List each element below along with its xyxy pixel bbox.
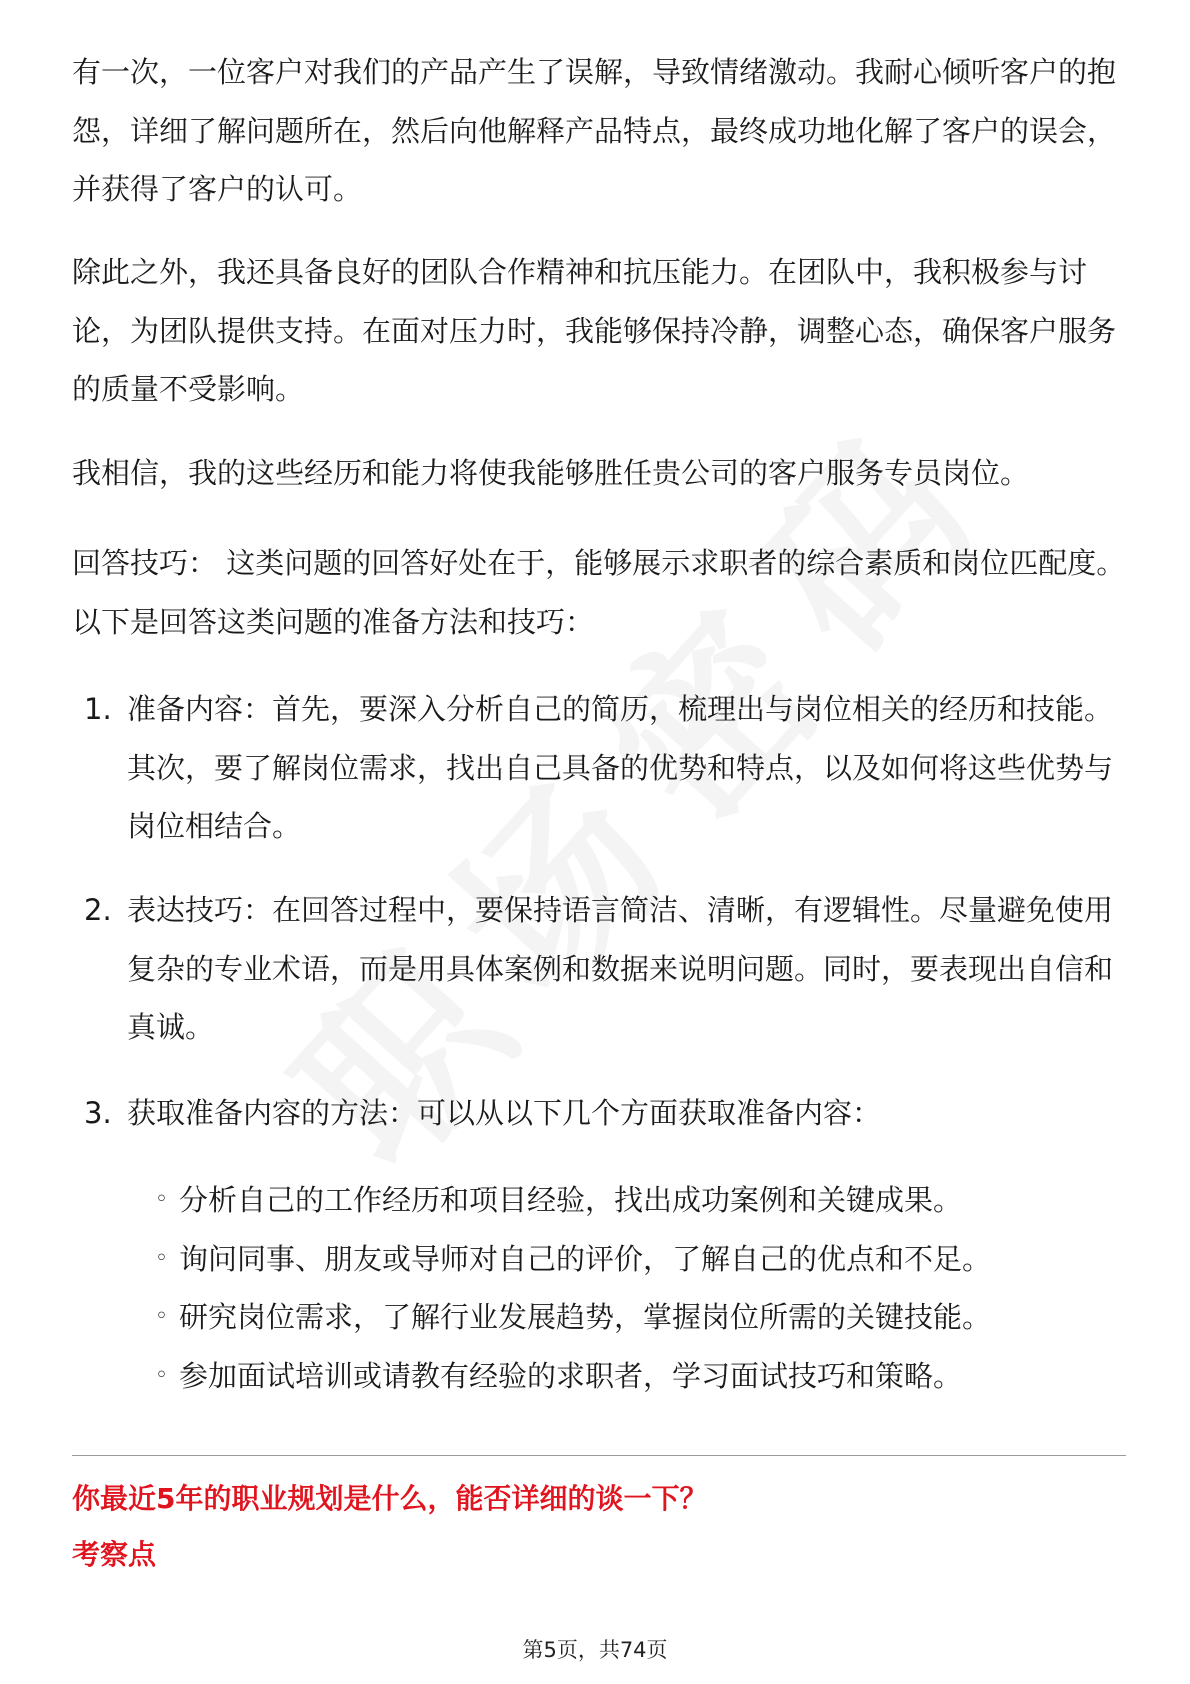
paragraph-line: 除此之外，我还具备良好的团队合作精神和抗压能力。在团队中，我积极参与讨 [72, 255, 1088, 289]
paragraph-line: 有一次，一位客户对我们的产品产生了误解，导致情绪激动。我耐心倾听客户的抱 [72, 55, 1117, 89]
list-item-line: 岗位相结合。 [127, 809, 302, 843]
sub-list-item [0, 1171, 1190, 1230]
question-title: 你最近5年的职业规划是什么，能否详细的谈一下？ [72, 1482, 708, 1515]
paragraph-line: 我相信，我的这些经历和能力将使我能够胜任贵公司的客户服务专员岗位。 [72, 456, 1030, 490]
paragraph-conclusion [72, 444, 1132, 503]
hollow-bullet-icon: ◦ [155, 1304, 168, 1329]
paragraph-line: 以下是回答这类问题的准备方法和技巧： [72, 604, 595, 639]
list-item-line: 复杂的专业术语，而是用具体案例和数据来说明问题。同时，要表现出自信和 [127, 951, 1114, 986]
paragraph-line: 回答技巧： 这类问题的回答好处在于，能够展示求职者的综合素质和岗位匹配度。 [72, 546, 1126, 580]
section-divider [72, 1455, 1126, 1456]
hollow-bullet-icon: ◦ [155, 1362, 168, 1388]
paragraph-line: 怨，详细了解问题所在，然后向他解释产品特点，最终成功地化解了客户的误会， [72, 113, 1117, 148]
sub-list-item [0, 1288, 1190, 1347]
list-item-line: 真诚。 [127, 1010, 215, 1044]
list-number: 1. [84, 692, 112, 726]
list-item-line: 准备内容：首先，要深入分析自己的简历，梳理出与岗位相关的经历和技能。 [127, 692, 1114, 726]
list-number: 3. [84, 1096, 112, 1130]
sub-list-item [0, 1347, 1190, 1406]
list-item-text [127, 881, 1127, 1057]
paragraph-teamwork [72, 243, 1132, 419]
sub-list-item-text: 分析自己的工作经历和项目经验，找出成功案例和关键成果。 [179, 1183, 963, 1217]
page-number: 第5页，共74页 [522, 1638, 668, 1662]
list-item-text [127, 680, 1127, 856]
sub-list-item-text: 参加面试培训或请教有经验的求职者，学习面试技巧和策略。 [179, 1358, 963, 1393]
paragraph-customer-story [72, 43, 1132, 219]
paragraph-line: 论，为团队提供支持。在面对压力时，我能够保持冷静，调整心态，确保客户服务 [72, 313, 1117, 348]
list-item-line: 其次，要了解岗位需求，找出自己具备的优势和特点，以及如何将这些优势与 [127, 750, 1114, 785]
sub-list-item-text: 研究岗位需求，了解行业发展趋势，掌握岗位所需的关键技能。 [179, 1300, 992, 1334]
hollow-bullet-icon: ◦ [155, 1187, 168, 1212]
sub-list-item-text: 询问同事、朋友或导师对自己的评价，了解自己的优点和不足。 [179, 1241, 992, 1276]
list-item-text [127, 1084, 1127, 1143]
sub-list [0, 1171, 1190, 1405]
section-label: 考察点 [72, 1538, 157, 1571]
paragraph-answer-tips [72, 534, 1132, 651]
list-item-line: 表达技巧：在回答过程中，要保持语言简洁、清晰，有逻辑性。尽量避免使用 [127, 893, 1114, 927]
hollow-bullet-icon: ◦ [155, 1245, 168, 1271]
sub-list-item [0, 1230, 1190, 1289]
paragraph-line: 的质量不受影响。 [72, 372, 305, 406]
list-item-line: 获取准备内容的方法：可以从以下几个方面获取准备内容： [127, 1096, 882, 1130]
paragraph-line: 并获得了客户的认可。 [72, 172, 363, 206]
list-number: 2. [84, 893, 112, 927]
